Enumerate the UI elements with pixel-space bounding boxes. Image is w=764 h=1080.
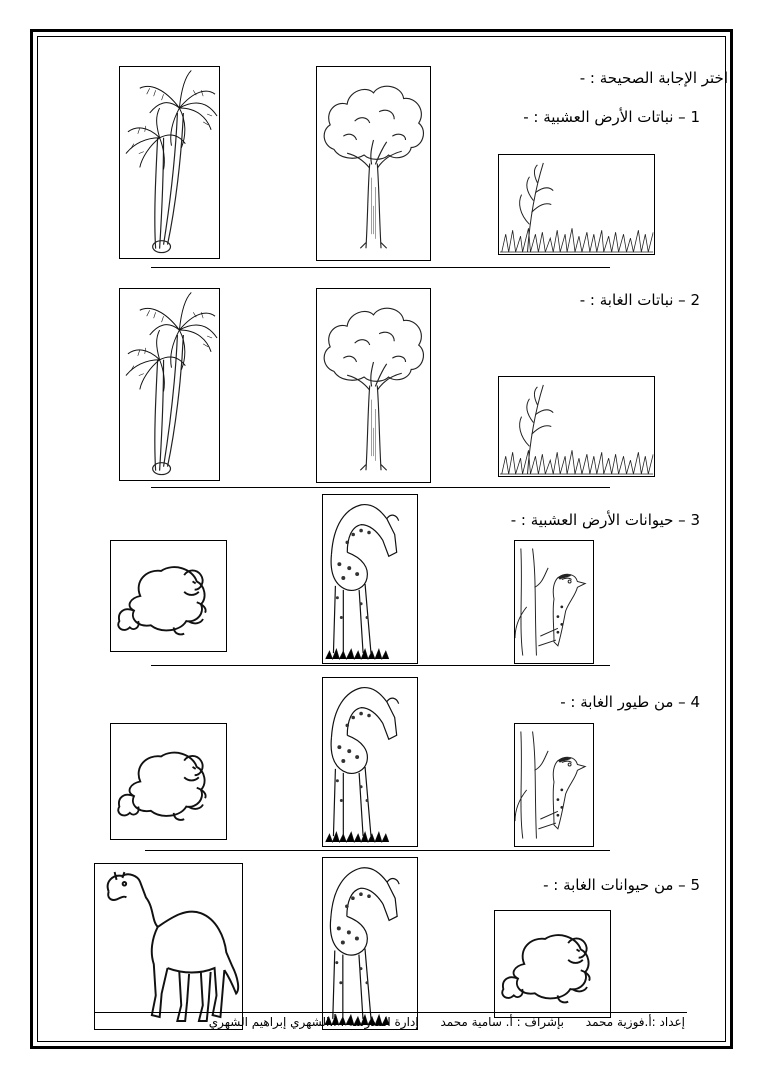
- q3-choice-rodent[interactable]: [110, 540, 227, 652]
- q1-choice-grass[interactable]: [498, 154, 655, 255]
- q4-choice-giraffe[interactable]: [322, 677, 418, 847]
- grass-icon: [499, 155, 654, 254]
- q5-choice-rodent[interactable]: [494, 910, 611, 1018]
- q5-choice-camel[interactable]: [94, 863, 243, 1030]
- q1-choice-tree[interactable]: [316, 66, 431, 261]
- grass-icon: [499, 377, 654, 476]
- question-4-text: 4 – من طيور الغابة : -: [560, 693, 700, 711]
- q2-choice-grass[interactable]: [498, 376, 655, 477]
- instruction-text: اختر الإجابة الصحيحة : -: [579, 69, 728, 87]
- giraffe-icon: [323, 858, 417, 1029]
- giraffe-icon: [323, 678, 417, 846]
- q1-choice-palm[interactable]: [119, 66, 220, 259]
- footer-prepared-by: إعداد :أ.فوزية محمد: [585, 1015, 685, 1029]
- q3-choice-woodpecker[interactable]: [514, 540, 594, 664]
- footer-credits: [95, 1013, 685, 1033]
- separator-line: [151, 267, 610, 268]
- palm-trees-icon: [120, 67, 219, 258]
- rodent-icon: [111, 724, 226, 839]
- rodent-icon: [111, 541, 226, 651]
- footer-school-admin: إدارة المدرسة : أ.الشهري إبراهيم الشهري: [208, 1015, 419, 1029]
- q4-choice-woodpecker[interactable]: [514, 723, 594, 847]
- separator-line: [151, 665, 610, 666]
- separator-line: [151, 487, 610, 488]
- question-1-text: 1 – نباتات الأرض العشبية : -: [523, 108, 700, 126]
- q3-choice-giraffe[interactable]: [322, 494, 418, 664]
- q2-choice-palm[interactable]: [119, 288, 220, 481]
- separator-line: [145, 850, 610, 851]
- tree-icon: [317, 289, 430, 482]
- q4-choice-rodent[interactable]: [110, 723, 227, 840]
- question-3-text: 3 – حيوانات الأرض العشبية : -: [510, 511, 700, 529]
- woodpecker-icon: [515, 724, 593, 846]
- giraffe-icon: [323, 495, 417, 663]
- palm-trees-icon: [120, 289, 219, 480]
- camel-icon: [95, 864, 242, 1029]
- q5-choice-giraffe[interactable]: [322, 857, 418, 1030]
- question-2-text: 2 – نباتات الغابة : -: [579, 291, 700, 309]
- question-5-text: 5 – من حيوانات الغابة : -: [543, 876, 700, 894]
- woodpecker-icon: [515, 541, 593, 663]
- footer-supervised-by: بإشراف : أ. سامية محمد: [440, 1015, 564, 1029]
- q2-choice-tree[interactable]: [316, 288, 431, 483]
- tree-icon: [317, 67, 430, 260]
- rodent-icon: [495, 911, 610, 1017]
